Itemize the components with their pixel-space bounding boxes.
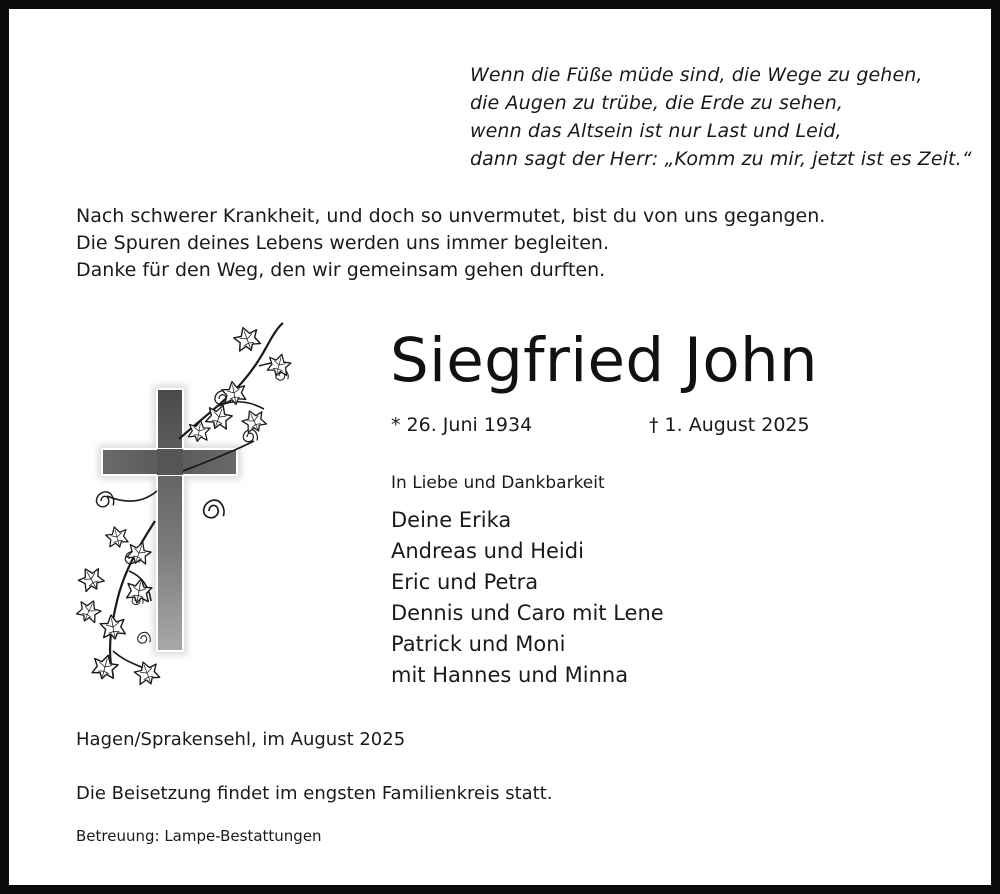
burial-notice: Die Beisetzung findet im engsten Familienkreis statt.	[76, 783, 553, 804]
mourner-name: Dennis und Caro mit Lene	[391, 601, 664, 625]
place-date: Hagen/Sprakensehl, im August 2025	[76, 729, 406, 750]
intro-line: Danke für den Weg, den wir gemeinsam gehen durften.	[76, 259, 606, 281]
poem	[470, 61, 972, 173]
poem-line: Wenn die Füße müde sind, die Wege zu gehen,	[470, 64, 923, 86]
deceased-name: Siegfried John	[390, 325, 818, 396]
intro-line: Nach schwerer Krankheit, und doch so unvermutet, bist du von uns gegangen.	[76, 205, 826, 227]
mourner-name: Patrick und Moni	[391, 632, 566, 656]
poem-line: wenn das Altsein ist nur Last und Leid,	[470, 120, 842, 142]
birth-date: * 26. Juni 1934	[391, 414, 533, 436]
cross-with-ivy-icon	[69, 321, 319, 693]
mourner-name: Andreas und Heidi	[391, 539, 584, 563]
mourners-intro: In Liebe und Dankbarkeit	[391, 473, 605, 493]
poem-line: dann sagt der Herr: „Komm zu mir, jetzt ist es Zeit.“	[470, 148, 972, 170]
funeral-care: Betreuung: Lampe-Bestattungen	[76, 827, 322, 845]
intro-text	[76, 203, 825, 284]
intro-line: Die Spuren deines Lebens werden uns immer begleiten.	[76, 232, 610, 254]
poem-line: die Augen zu trübe, die Erde zu sehen,	[470, 92, 844, 114]
death-date: † 1. August 2025	[649, 414, 810, 436]
mourners-list	[391, 505, 664, 691]
mourner-name: mit Hannes und Minna	[391, 663, 629, 687]
mourner-name: Eric und Petra	[391, 570, 539, 594]
mourner-name: Deine Erika	[391, 508, 512, 532]
